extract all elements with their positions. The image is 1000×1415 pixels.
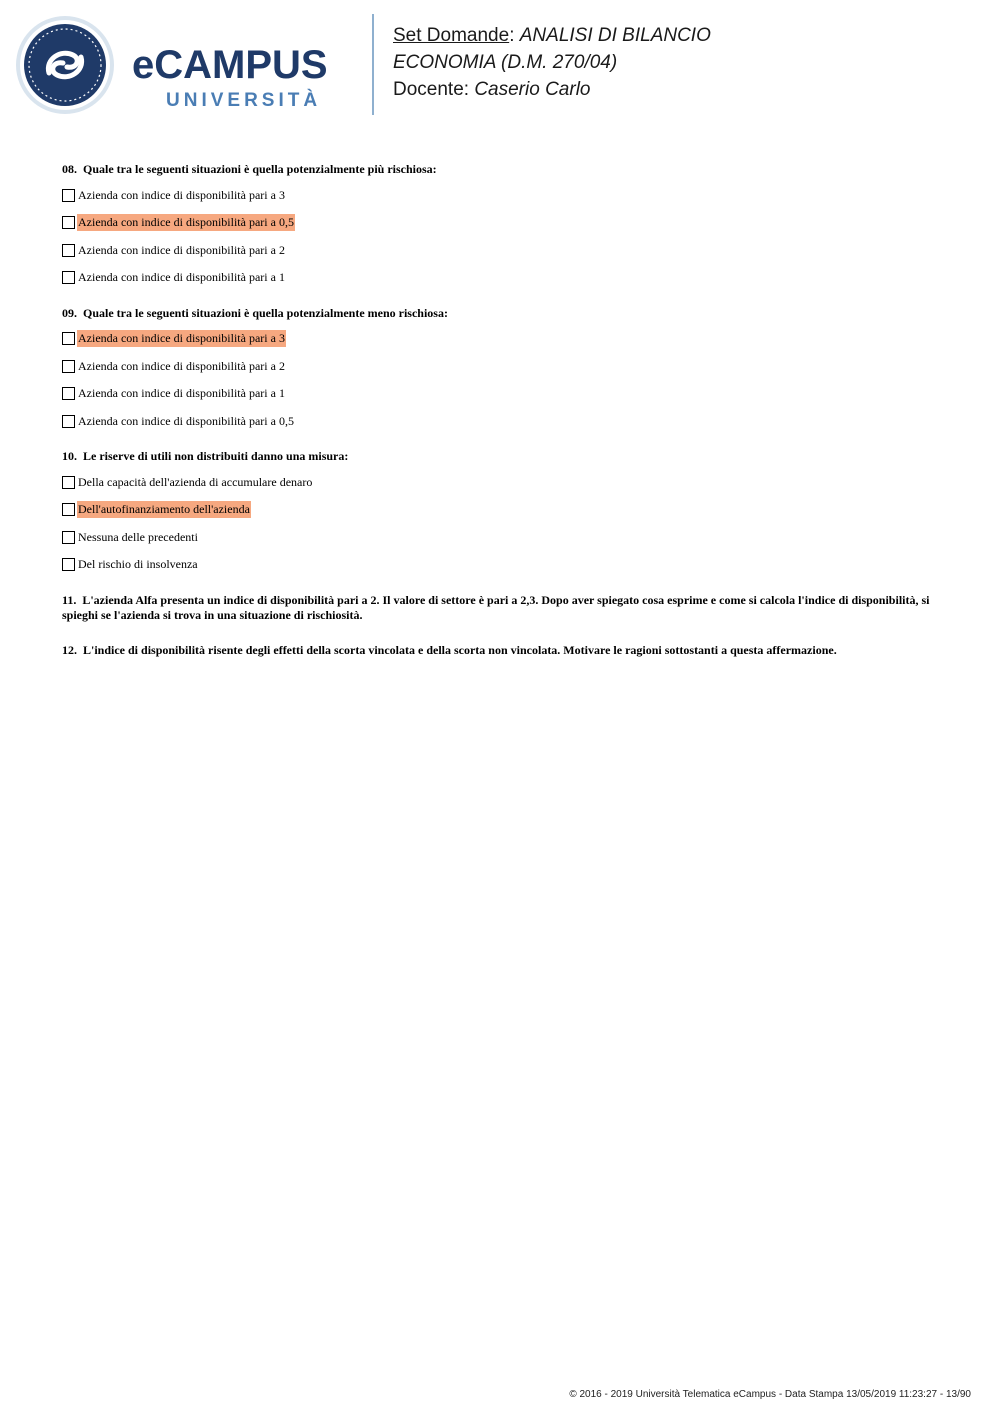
answer-checkbox[interactable]	[62, 531, 75, 544]
answer-option[interactable]	[62, 557, 942, 573]
answer-checkbox[interactable]	[62, 360, 75, 373]
answer-text: Azienda con indice di disponibilità pari a 2	[78, 242, 285, 257]
answer-text-highlighted: Azienda con indice di disponibilità pari a 3	[78, 331, 285, 345]
answer-text: Azienda con indice di disponibilità pari a 1	[78, 386, 285, 400]
answer-option[interactable]	[62, 187, 942, 203]
ecampus-wordmark-logo	[130, 40, 360, 115]
answer-option[interactable]	[62, 270, 942, 286]
answer-checkbox[interactable]	[62, 244, 75, 257]
question-text: L'indice di disponibilità risente degli effetti della scorta vincolata e della scorta non vincolata. Motivare le ragioni sottostanti a questa affermazione.	[83, 642, 837, 657]
answer-text: Azienda con indice di disponibilità pari a 3	[78, 187, 285, 202]
question-title	[62, 593, 942, 623]
answer-option[interactable]	[62, 529, 942, 545]
question-12	[62, 643, 942, 658]
question-number: 11.	[62, 592, 77, 607]
set-line	[393, 22, 711, 49]
ecampus-seal-logo	[15, 15, 115, 115]
course-title-line1: ANALISI DI BILANCIO	[519, 25, 711, 46]
teacher-line	[393, 76, 711, 103]
answer-option[interactable]	[62, 331, 942, 347]
answer-checkbox[interactable]	[62, 476, 75, 489]
answer-text: Azienda con indice di disponibilità pari a 1	[78, 270, 285, 284]
page-header	[0, 0, 1000, 130]
question-number: 10.	[62, 449, 77, 463]
question-title	[62, 162, 942, 177]
answer-text: Azienda con indice di disponibilità pari a 0,5	[78, 413, 294, 428]
question-text: Le riserve di utili non distribuiti danno una misura:	[83, 449, 349, 463]
answer-checkbox[interactable]	[62, 503, 75, 516]
set-separator: :	[509, 25, 515, 46]
course-info	[393, 22, 711, 103]
answer-checkbox[interactable]	[62, 216, 75, 229]
answer-text: Della capacità dell'azienda di accumulare denaro	[78, 474, 313, 489]
answer-option[interactable]	[62, 413, 942, 429]
teacher-name: Caserio Carlo	[474, 79, 591, 100]
question-text: Quale tra le seguenti situazioni è quella potenzialmente più rischiosa:	[83, 162, 437, 176]
teacher-label: Docente:	[393, 79, 470, 100]
question-title	[62, 643, 942, 658]
answer-checkbox[interactable]	[62, 387, 75, 400]
set-label: Set Domande	[393, 25, 510, 46]
question-text: L'azienda Alfa presenta un indice di disponibilità pari a 2. Il valore di settore è pari a 2,3. Dopo aver spiegato cosa esprime e come si calcola l'indice di disponibilità, si spieghi se l'azienda si trova in una situazione di rischiosità.	[62, 592, 930, 622]
question-title	[62, 449, 942, 464]
question-title	[62, 306, 942, 321]
course-title-line2: ECONOMIA (D.M. 270/04)	[393, 52, 618, 73]
answer-option[interactable]	[62, 242, 942, 258]
answer-text: Nessuna delle precedenti	[78, 529, 198, 544]
question-number: 09.	[62, 305, 77, 320]
question-number: 08.	[62, 162, 77, 176]
answer-checkbox[interactable]	[62, 558, 75, 571]
question-list	[62, 162, 942, 678]
answer-text-highlighted: Azienda con indice di disponibilità pari a 0,5	[78, 215, 294, 229]
answer-option[interactable]	[62, 358, 942, 374]
answer-checkbox[interactable]	[62, 415, 75, 428]
svg-text:UNIVERSITÀ: UNIVERSITÀ	[166, 90, 322, 111]
answer-text-highlighted: Dell'autofinanziamento dell'azienda	[78, 502, 250, 516]
question-number: 12.	[62, 642, 77, 657]
answer-text: Azienda con indice di disponibilità pari a 2	[78, 358, 285, 373]
answer-option[interactable]	[62, 474, 942, 490]
answer-checkbox[interactable]	[62, 332, 75, 345]
header-divider	[372, 14, 374, 115]
question-text: Quale tra le seguenti situazioni è quella potenzialmente meno rischiosa:	[83, 305, 448, 320]
page-footer: © 2016 - 2019 Università Telematica eCampus - Data Stampa 13/05/2019 11:23:27 - 13/90	[569, 1389, 971, 1400]
answer-option[interactable]	[62, 386, 942, 402]
answer-checkbox[interactable]	[62, 271, 75, 284]
question-09	[62, 306, 942, 430]
question-08	[62, 162, 942, 286]
question-11	[62, 593, 942, 623]
answer-text: Del rischio di insolvenza	[78, 557, 198, 571]
svg-text:eCAMPUS: eCAMPUS	[132, 43, 328, 87]
answer-checkbox[interactable]	[62, 189, 75, 202]
question-10	[62, 449, 942, 573]
answer-option[interactable]	[62, 215, 942, 231]
answer-option[interactable]	[62, 502, 942, 518]
